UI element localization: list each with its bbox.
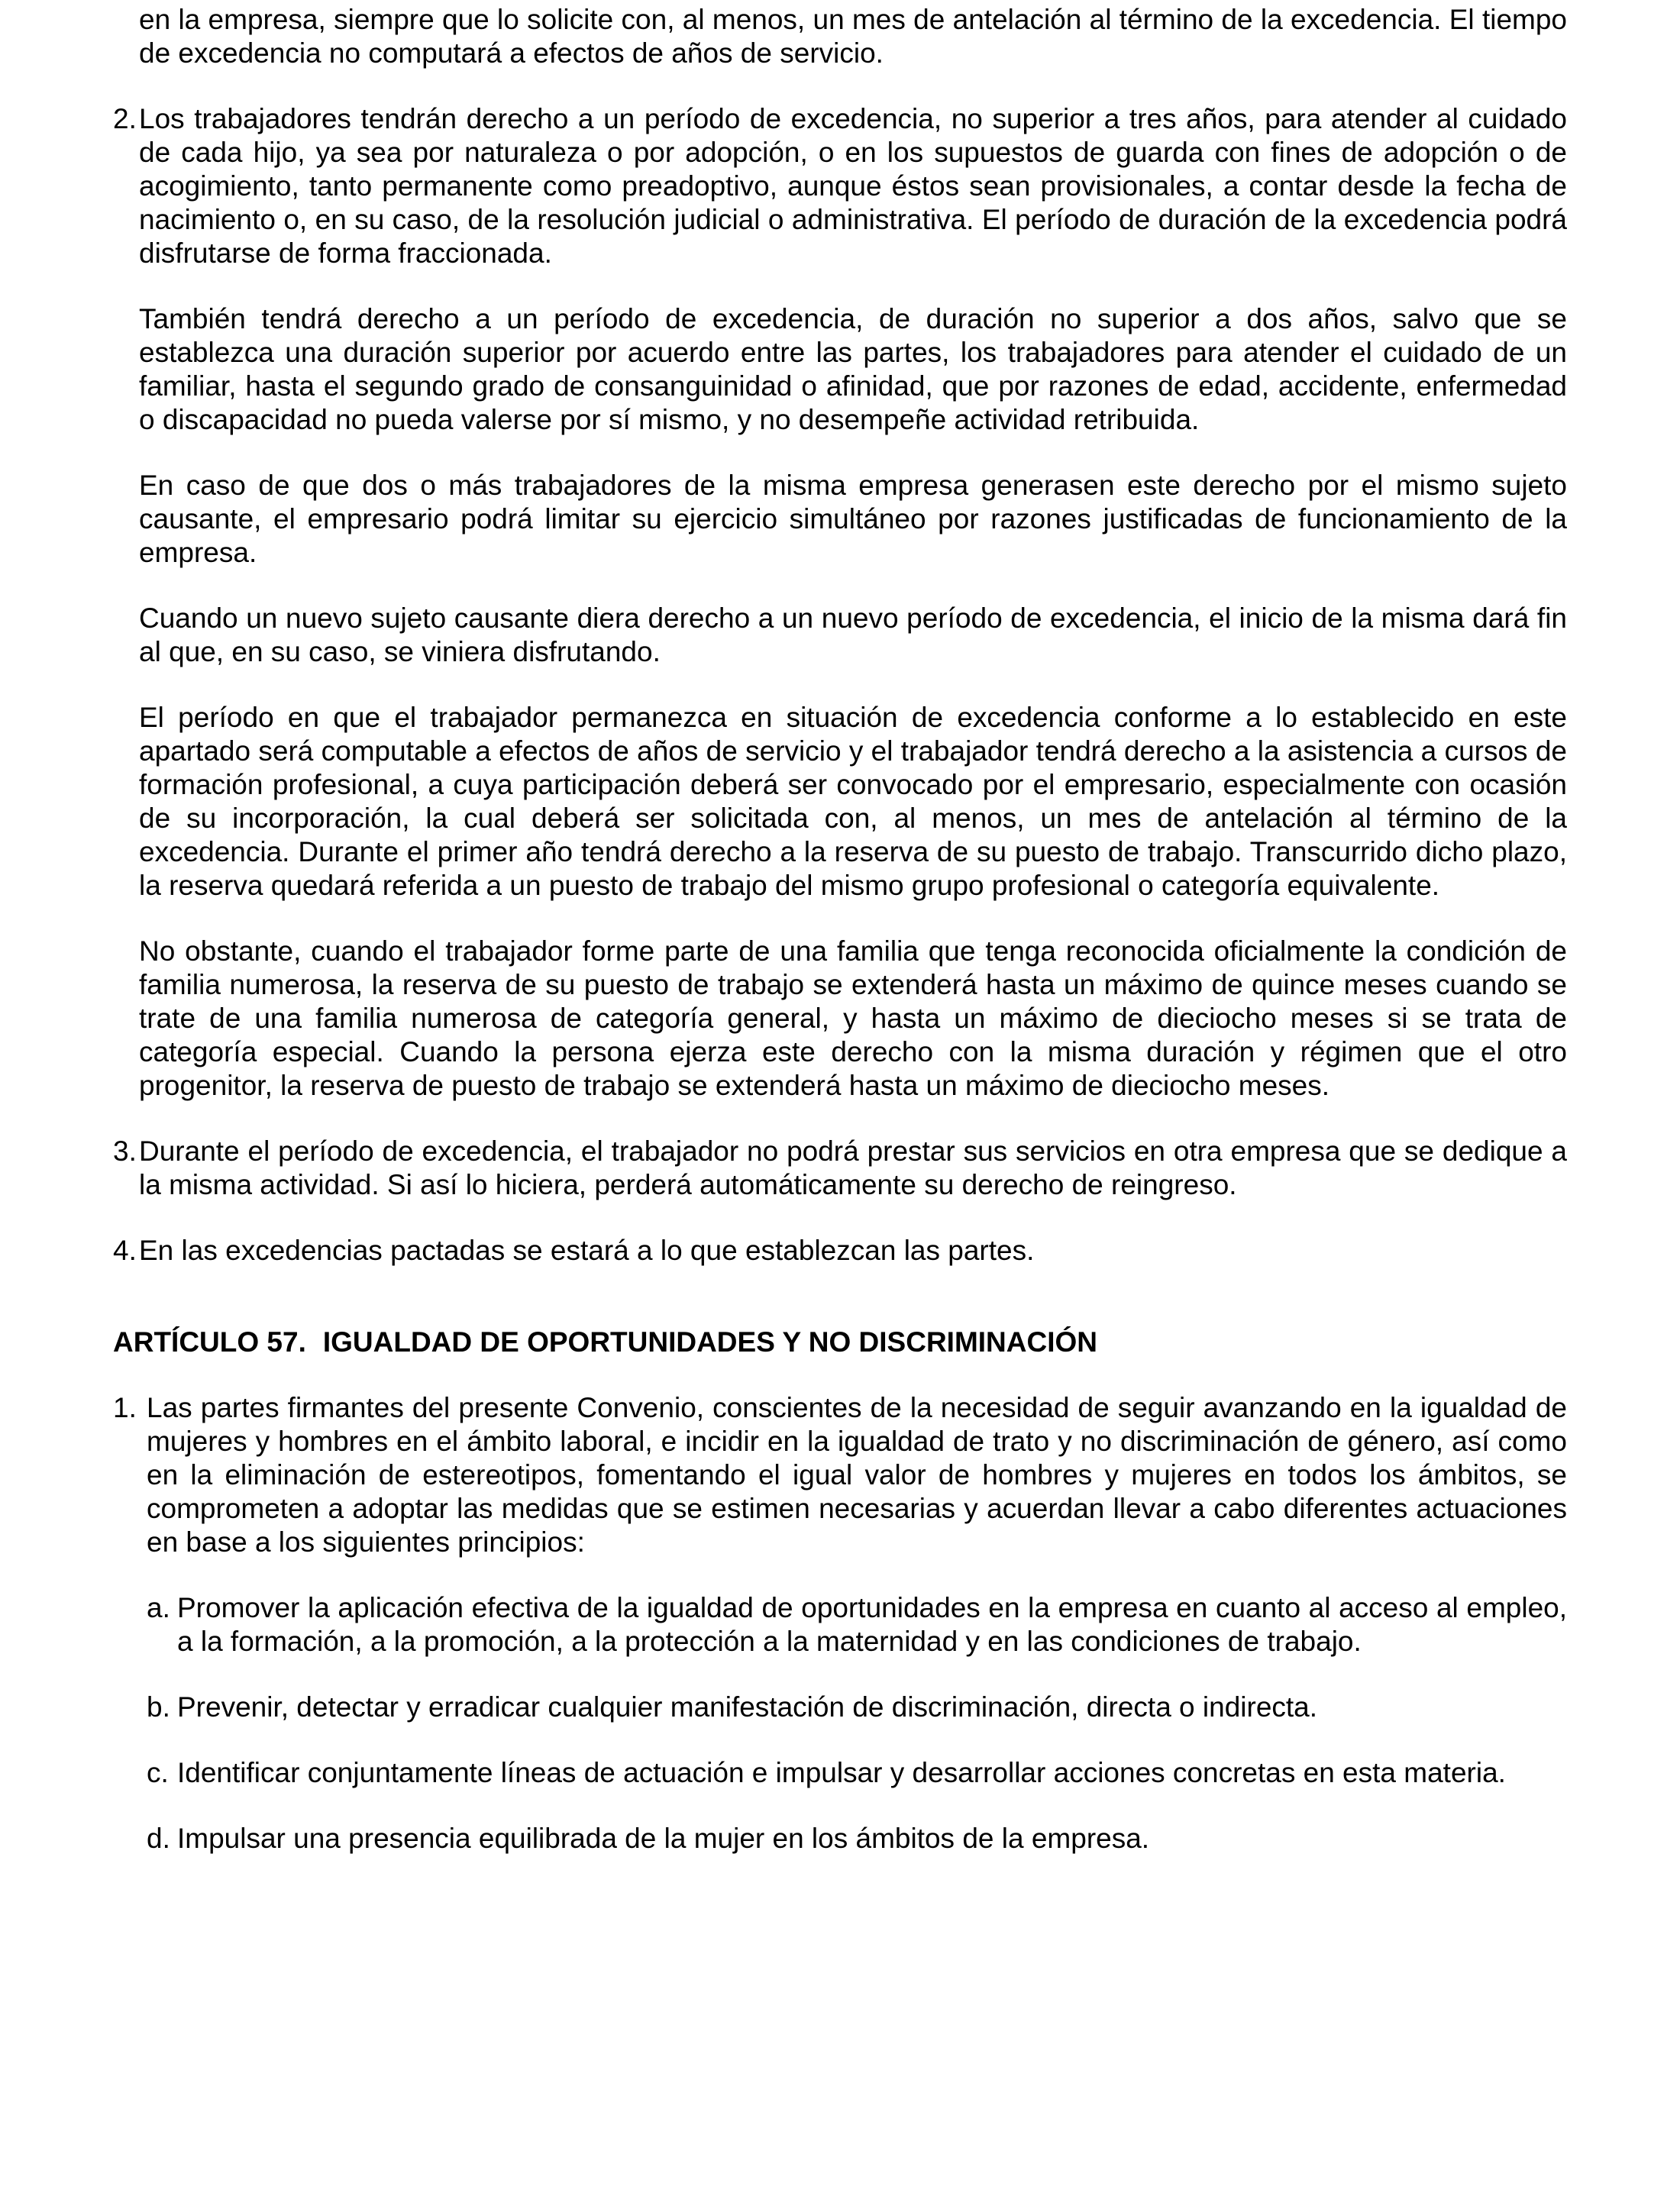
list-marker: a. bbox=[147, 1592, 170, 1623]
paragraph-continuation: en la empresa, siempre que lo solicite con, al menos, un mes de antelación al término de la excedencia. El tiempo de excedencia no computará a efectos de años de servicio. bbox=[139, 4, 1567, 69]
item-body bbox=[177, 1591, 1567, 1691]
item-body bbox=[177, 1756, 1567, 1822]
article-number: ARTÍCULO 57. bbox=[113, 1326, 306, 1358]
list-marker: 3. bbox=[113, 1135, 137, 1167]
paragraph: Impulsar una presencia equilibrada de la mujer en los ámbitos de la empresa. bbox=[177, 1823, 1150, 1854]
paragraph: Identificar conjuntamente líneas de actuación e impulsar y desarrollar acciones concretas en esta materia. bbox=[177, 1757, 1506, 1788]
paragraph: Las partes firmantes del presente Convenio, conscientes de la necesidad de seguir avanzando en la igualdad de mujeres y hombres en el ámbito laboral, e incidir en la igualdad de trato y no discriminación de género, así como en la eliminación de estereotipos, fomentando el igual valor de hombres y mujeres en todos los ámbitos, se comprometen a adoptar las medidas que se estimen necesarias y acuerdan llevar a cabo diferentes actuaciones en base a los siguientes principios: bbox=[147, 1392, 1567, 1558]
numbered-item-3 bbox=[113, 1135, 1567, 1234]
list-marker: b. bbox=[147, 1691, 170, 1723]
paragraph: Durante el período de excedencia, el trabajador no podrá prestar sus servicios en otra empresa que se dedique a la misma actividad. Si así lo hiciera, perderá automáticamente su derecho de reingreso. bbox=[139, 1135, 1567, 1200]
lettered-item-a bbox=[147, 1591, 1567, 1691]
item-body bbox=[139, 102, 1567, 1135]
article-title: IGUALDAD DE OPORTUNIDADES Y NO DISCRIMINACIÓN bbox=[322, 1326, 1097, 1358]
item-body bbox=[177, 1822, 1567, 1888]
paragraph: Prevenir, detectar y erradicar cualquier manifestación de discriminación, directa o indirecta. bbox=[177, 1691, 1318, 1723]
paragraph: El período en que el trabajador permanezca en situación de excedencia conforme a lo establecido en este apartado será computable a efectos de años de servicio y el trabajador tendrá derecho a la asistencia a cursos de formación profesional, a cuya participación deberá ser convocado por el empresario, especialmente con ocasión de su incorporación, la cual deberá ser solicitada con, al menos, un mes de antelación al término de la excedencia. Durante el primer año tendrá derecho a la reserva de su puesto de trabajo. Transcurrido dicho plazo, la reserva quedará referida a un puesto de trabajo del mismo grupo profesional o categoría equivalente. bbox=[139, 702, 1567, 901]
numbered-item-1 bbox=[113, 1391, 1567, 1888]
item-body bbox=[177, 1691, 1567, 1756]
list-marker: c. bbox=[147, 1757, 169, 1788]
item-body bbox=[139, 1234, 1567, 1300]
item-body bbox=[147, 1391, 1567, 1888]
paragraph: En las excedencias pactadas se estará a lo que establezcan las partes. bbox=[139, 1235, 1035, 1266]
numbered-item-2 bbox=[113, 102, 1567, 1135]
lettered-item-d bbox=[147, 1822, 1567, 1888]
paragraph: Los trabajadores tendrán derecho a un período de excedencia, no superior a tres años, para atender al cuidado de cada hijo, ya sea por naturaleza o por adopción, o en los supuestos de guarda con fines de adopción o de acogimiento, tanto permanente como preadoptivo, aunque éstos sean provisionales, a contar desde la fecha de nacimiento o, en su caso, de la resolución judicial o administrativa. El período de duración de la excedencia podrá disfrutarse de forma fraccionada. bbox=[139, 103, 1567, 269]
lettered-item-c bbox=[147, 1756, 1567, 1822]
lettered-item-b bbox=[147, 1691, 1567, 1756]
article-heading bbox=[113, 1326, 1567, 1359]
list-marker: 2. bbox=[113, 103, 137, 134]
list-marker: 1. bbox=[113, 1392, 137, 1423]
paragraph: También tendrá derecho a un período de excedencia, de duración no superior a dos años, salvo que se establezca una duración superior por acuerdo entre las partes, los trabajadores para atender el cuidado de un familiar, hasta el segundo grado de consanguinidad o afinidad, que por razones de edad, accidente, enfermedad o discapacidad no pueda valerse por sí mismo, y no desempeñe actividad retribuida. bbox=[139, 303, 1567, 435]
paragraph: No obstante, cuando el trabajador forme parte de una familia que tenga reconocida oficialmente la condición de familia numerosa, la reserva de su puesto de trabajo se extenderá hasta un máximo de quince meses cuando se trate de una familia numerosa de categoría general, y hasta un máximo de dieciocho meses si se trata de categoría especial. Cuando la persona ejerza este derecho con la misma duración y régimen que el otro progenitor, la reserva de puesto de trabajo se extenderá hasta un máximo de dieciocho meses. bbox=[139, 935, 1567, 1101]
paragraph: Promover la aplicación efectiva de la igualdad de oportunidades en la empresa en cuanto al acceso al empleo, a la formación, a la promoción, a la protección a la maternidad y en las condiciones de trabajo. bbox=[177, 1592, 1567, 1657]
list-marker: 4. bbox=[113, 1235, 137, 1266]
item-body bbox=[139, 1135, 1567, 1234]
numbered-item-4 bbox=[113, 1234, 1567, 1300]
paragraph: En caso de que dos o más trabajadores de la misma empresa generasen este derecho por el mismo sujeto causante, el empresario podrá limitar su ejercicio simultáneo por razones justificadas de funcionamiento de la empresa. bbox=[139, 470, 1567, 568]
list-marker: d. bbox=[147, 1823, 170, 1854]
paragraph: Cuando un nuevo sujeto causante diera derecho a un nuevo período de excedencia, el inicio de la misma dará fin al que, en su caso, se viniera disfrutando. bbox=[139, 602, 1567, 667]
